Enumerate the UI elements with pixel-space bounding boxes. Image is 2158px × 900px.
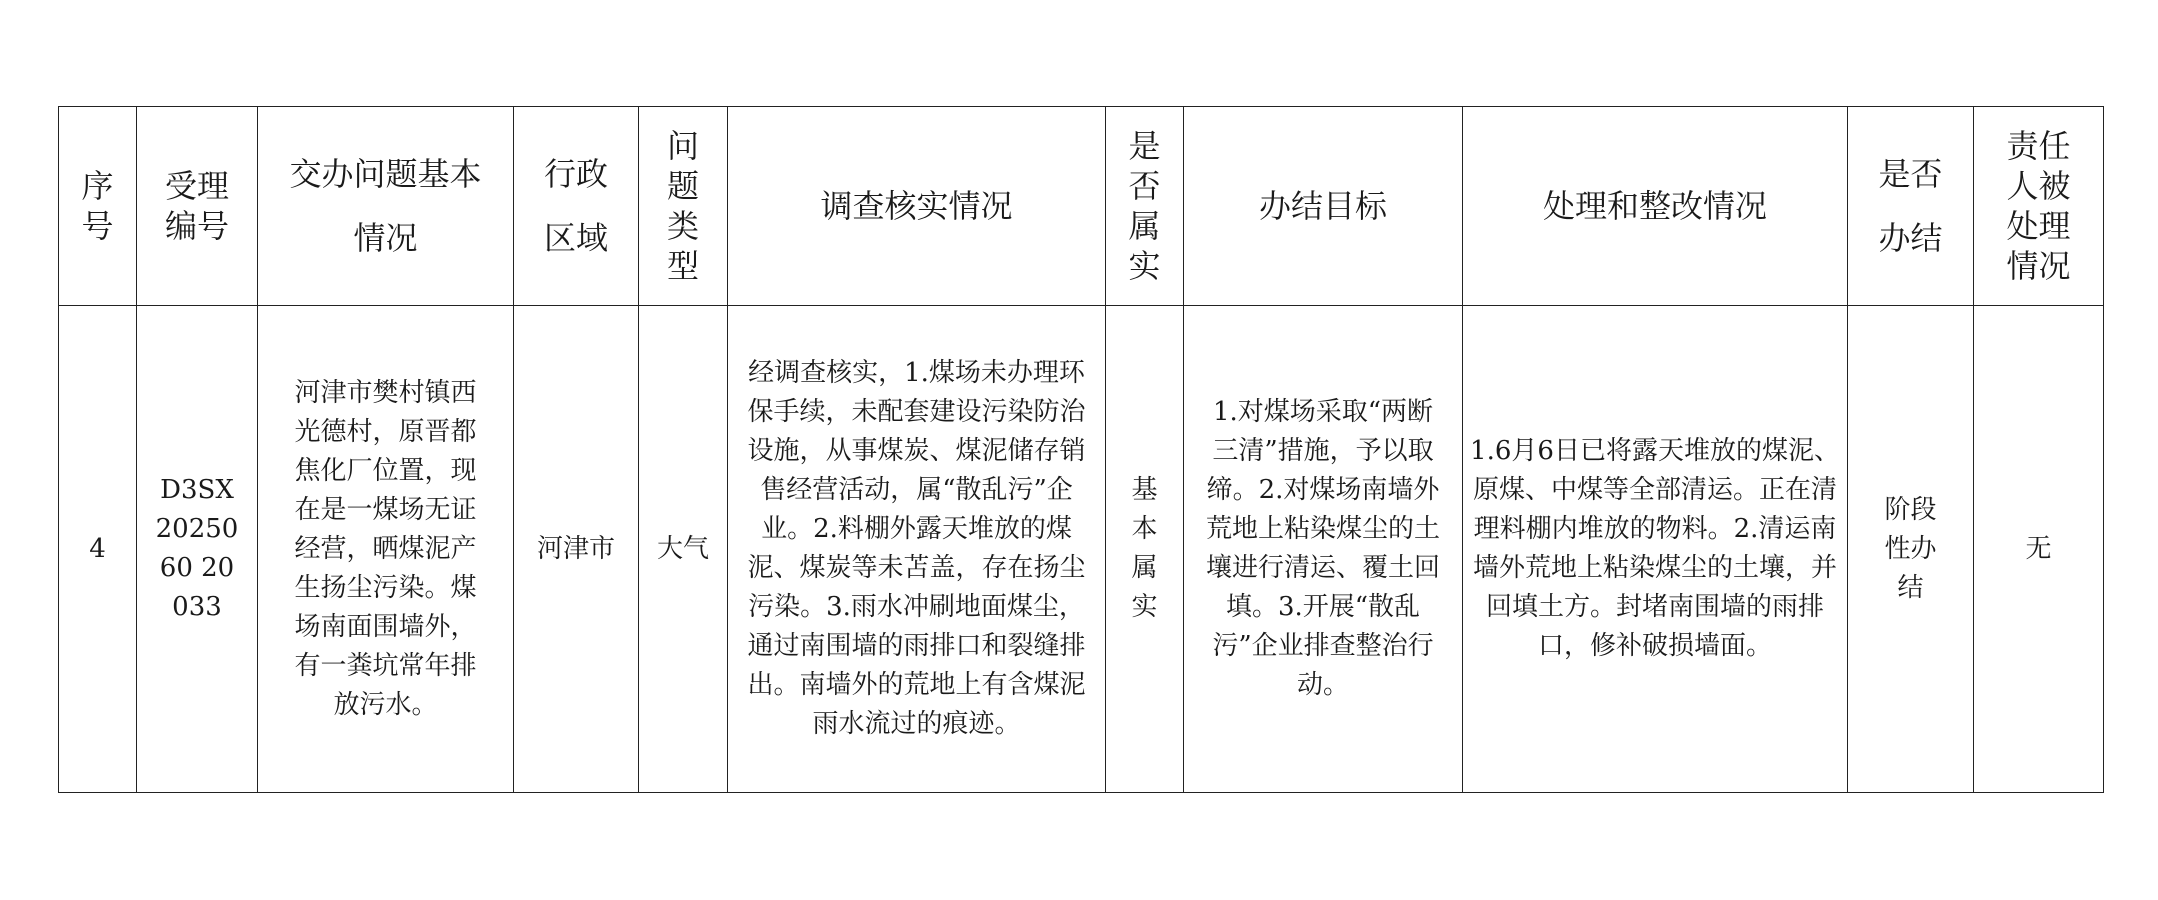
cell-basic-info: 河津市樊村镇西光德村，原晋都焦化厂位置，现在是一煤场无证经营，晒煤泥产生扬尘污染。煤场南面围墙外，有一粪坑常年排放污水。 <box>258 306 514 793</box>
header-row <box>59 107 2104 306</box>
header-basic-info: 交办问题基本情况 <box>258 107 514 306</box>
header-acceptance-no: 受理编号 <box>137 107 258 306</box>
header-handling: 处理和整改情况 <box>1463 107 1848 306</box>
header-seq: 序号 <box>59 107 137 306</box>
header-problem-type: 问题类型 <box>639 107 728 306</box>
header-responsible: 责任人被处理情况 <box>1974 107 2104 306</box>
header-goal: 办结目标 <box>1184 107 1463 306</box>
cell-seq: 4 <box>59 306 137 793</box>
complaint-table <box>58 106 2104 793</box>
cell-investigation: 经调查核实，1.煤场未办理环保手续，未配套建设污染防治设施，从事煤炭、煤泥储存销售经营活动，属“散乱污”企业。2.料棚外露天堆放的煤泥、煤炭等未苫盖，存在扬尘污染。3.雨水冲刷地面煤尘，通过南围墙的雨排口和裂缝排出。南墙外的荒地上有含煤泥雨水流过的痕迹。 <box>728 306 1106 793</box>
cell-goal: 1.对煤场采取“两断三清”措施，予以取缔。2.对煤场南墙外荒地上粘染煤尘的土壤进行清运、覆土回填。3.开展“散乱污”企业排查整治行动。 <box>1184 306 1463 793</box>
header-region: 行政区域 <box>514 107 639 306</box>
cell-problem-type: 大气 <box>639 306 728 793</box>
table-body <box>59 306 2104 793</box>
header-investigation: 调查核实情况 <box>728 107 1106 306</box>
cell-is-true: 基本属实 <box>1106 306 1184 793</box>
cell-region: 河津市 <box>514 306 639 793</box>
table-row <box>59 306 2104 793</box>
cell-handling: 1.6月6日已将露天堆放的煤泥、原煤、中煤等全部清运。正在清理料棚内堆放的物料。2.清运南墙外荒地上粘染煤尘的土壤，并回填土方。封堵南围墙的雨排口，修补破损墙面。 <box>1463 306 1848 793</box>
cell-acceptance-no: D3SX2025060 20033 <box>137 306 258 793</box>
header-is-true: 是否属实 <box>1106 107 1184 306</box>
table-header <box>59 107 2104 306</box>
header-is-completed: 是否办结 <box>1848 107 1974 306</box>
cell-responsible: 无 <box>1974 306 2104 793</box>
cell-is-completed: 阶段性办结 <box>1848 306 1974 793</box>
